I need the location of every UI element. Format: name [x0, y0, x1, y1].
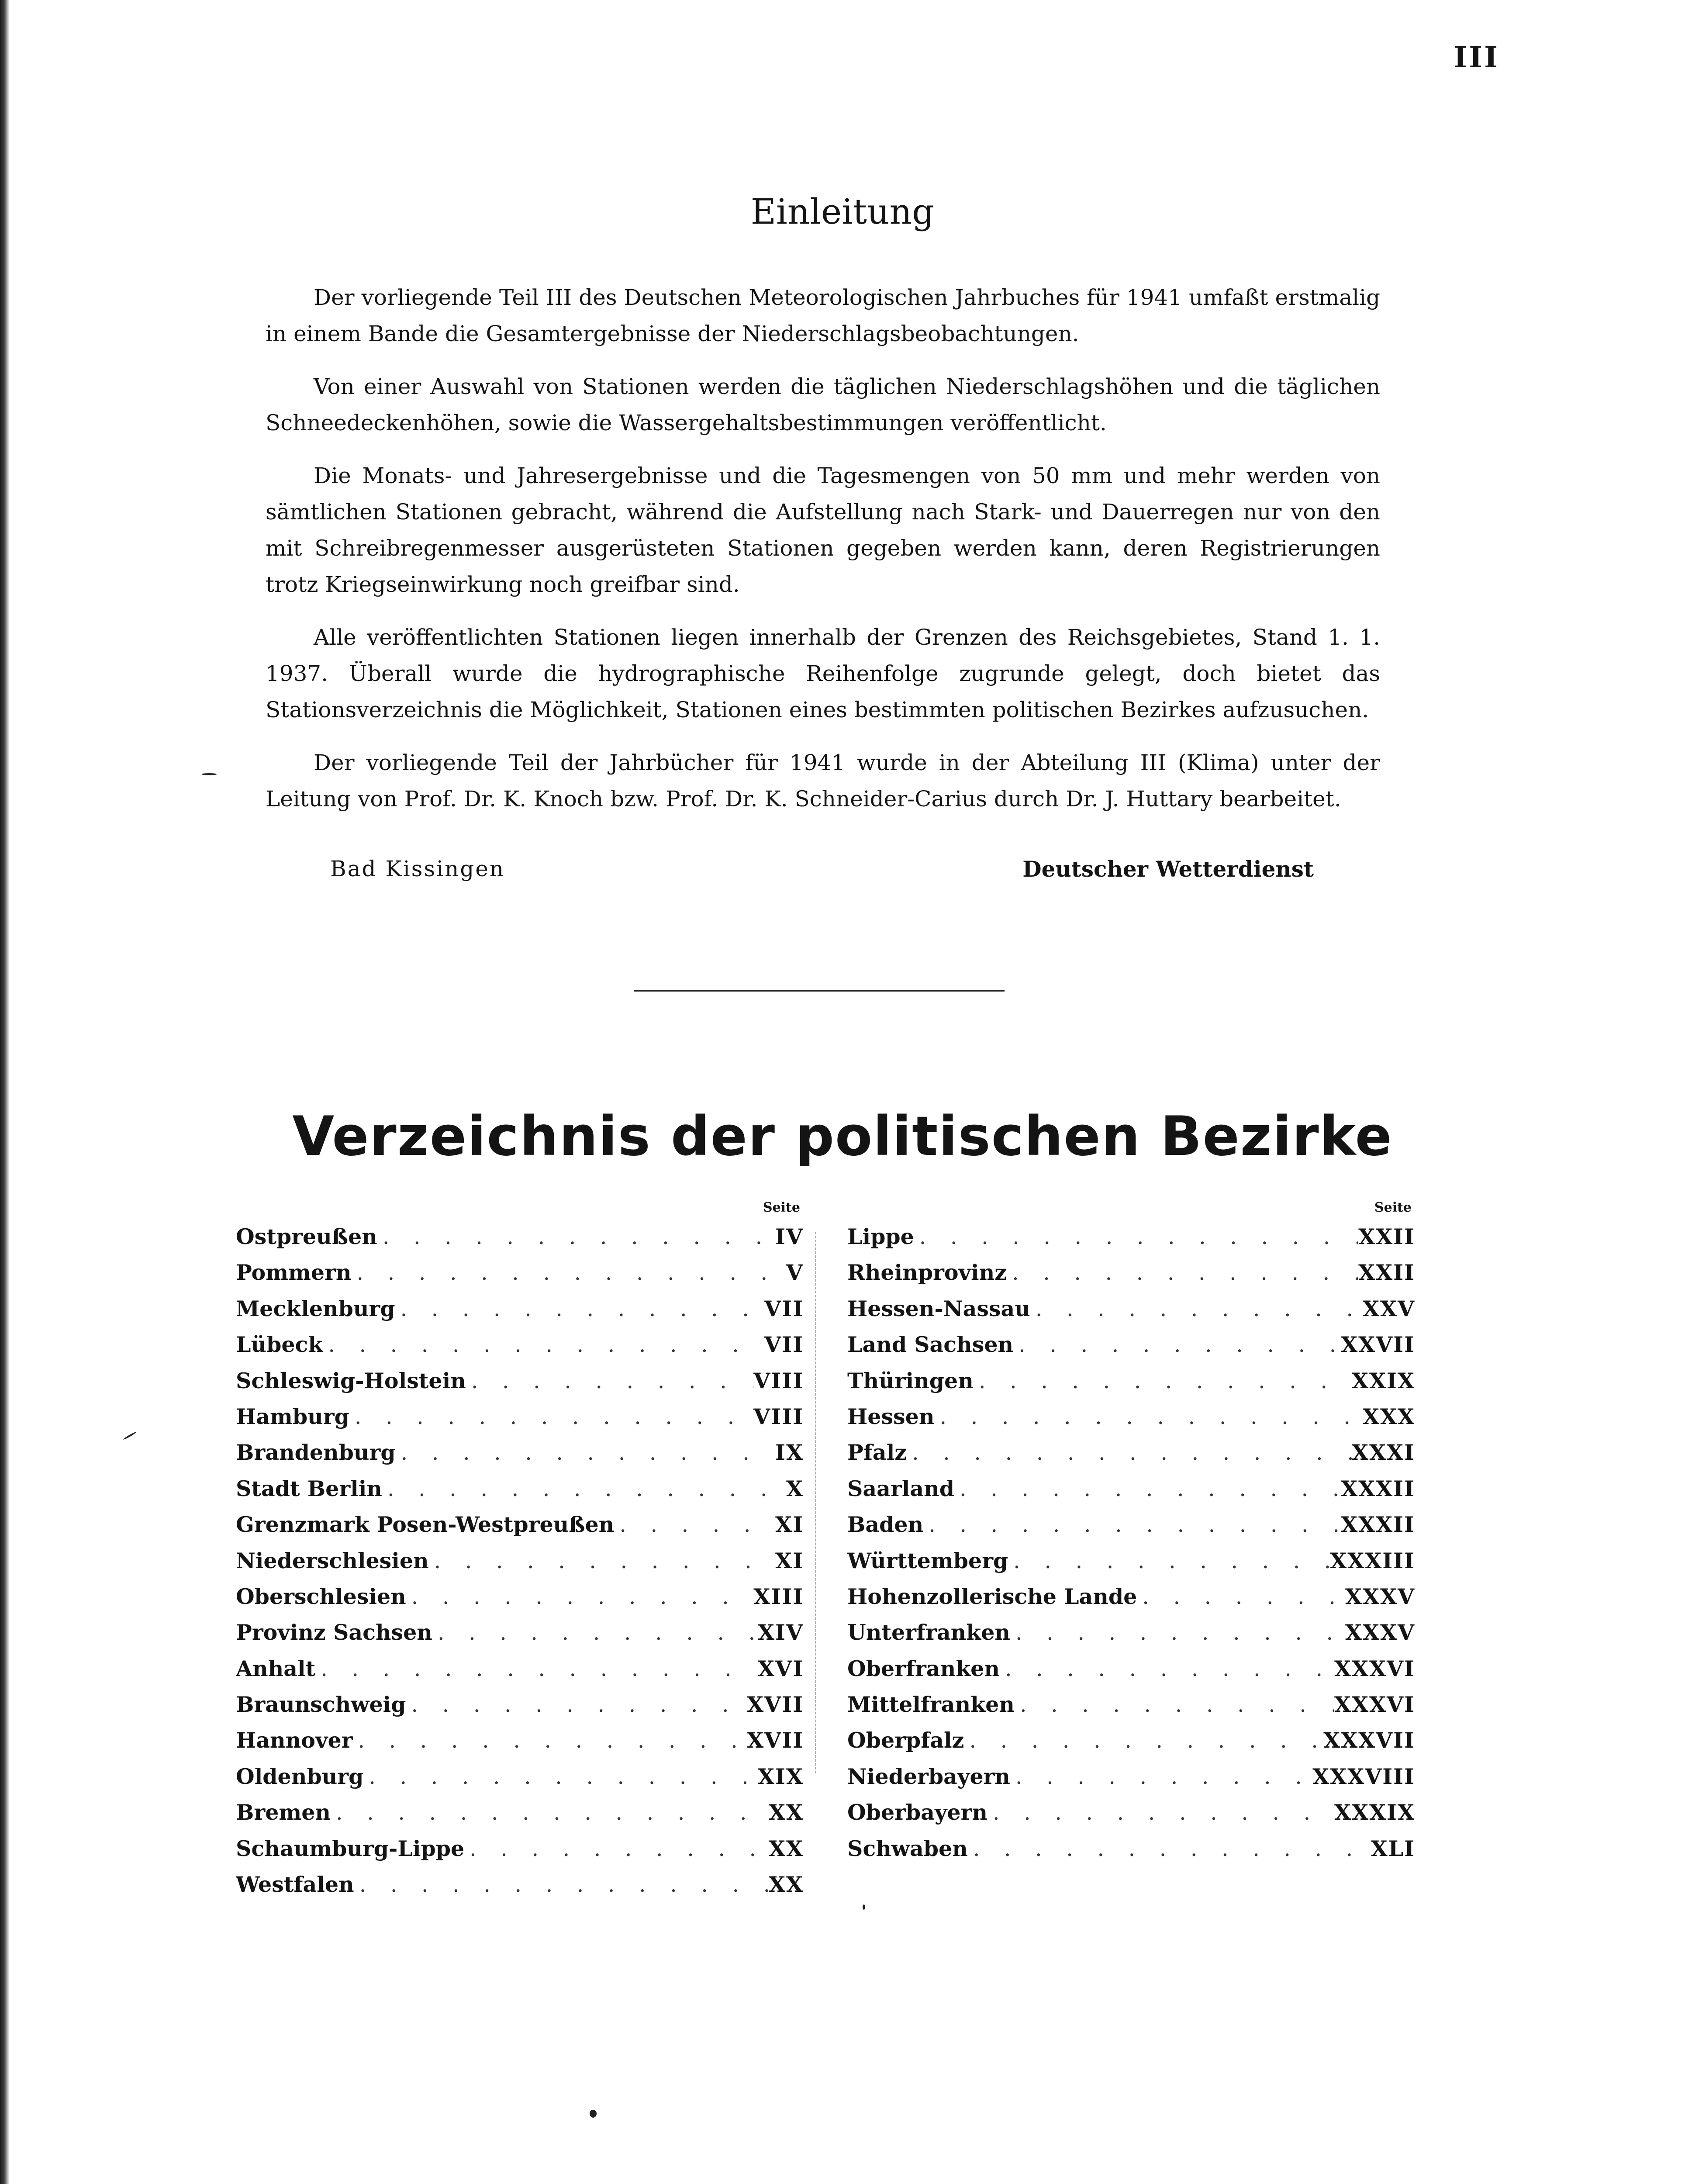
toc-entry — [847, 1543, 1415, 1579]
dot-leader — [323, 1327, 764, 1362]
dot-leader — [1015, 1687, 1334, 1722]
toc-entry-name: Oberbayern — [847, 1800, 988, 1825]
toc-entry-name: Westfalen — [236, 1872, 354, 1897]
toc-entry — [847, 1291, 1415, 1327]
toc-entry-name: Hohenzollerische Lande — [847, 1583, 1137, 1609]
dot-leader — [406, 1579, 753, 1614]
scan-edge-shadow — [0, 0, 10, 2184]
toc-entry-name: Braunschweig — [236, 1692, 406, 1717]
dot-leader — [395, 1291, 765, 1327]
toc-column-right — [847, 1197, 1415, 1866]
toc-entry-name: Schaumburg-Lippe — [236, 1835, 465, 1861]
toc-entry — [236, 1794, 804, 1830]
toc-entry-name: Bremen — [236, 1800, 331, 1825]
toc-entry — [847, 1507, 1415, 1542]
dot-leader — [1013, 1327, 1341, 1362]
toc-entry-page: IV — [775, 1224, 804, 1249]
toc-entry-name: Niederbayern — [847, 1763, 1010, 1789]
toc-entry-name: Lübeck — [236, 1332, 323, 1358]
toc-entry — [236, 1507, 804, 1542]
toc-entry-page: XI — [775, 1548, 804, 1573]
toc-entry-page: XVII — [747, 1692, 804, 1717]
toc-entry-name: Ostpreußen — [236, 1224, 377, 1249]
dot-leader — [614, 1507, 775, 1542]
toc-entry-name: Mecklenburg — [236, 1296, 395, 1321]
toc-entry-page: XLI — [1371, 1835, 1415, 1861]
toc-entry-page: XXXV — [1345, 1583, 1415, 1609]
toc-entry-page: XXXVIII — [1312, 1763, 1415, 1789]
toc-entry-page: XXII — [1358, 1224, 1415, 1249]
dot-leader — [907, 1435, 1352, 1470]
toc-entry — [236, 1651, 804, 1686]
dot-leader — [968, 1831, 1371, 1866]
dot-leader — [988, 1795, 1334, 1830]
toc-entry-page: VIII — [753, 1368, 804, 1393]
page-column-label: Seite — [1374, 1200, 1412, 1215]
toc-entry — [236, 1399, 804, 1434]
toc-entry — [847, 1651, 1415, 1686]
toc-entry-page: XXX — [1362, 1403, 1415, 1429]
toc-column-left — [236, 1197, 804, 1902]
toc-entry — [236, 1579, 804, 1614]
dot-leader — [464, 1831, 769, 1866]
toc-entry-name: Anhalt — [236, 1655, 316, 1681]
toc-entry — [236, 1722, 804, 1758]
toc-entry-page: XX — [768, 1800, 804, 1825]
toc-entry — [847, 1579, 1415, 1614]
dot-leader — [331, 1795, 769, 1830]
dot-leader — [1007, 1255, 1358, 1290]
toc-entry-name: Oberpfalz — [847, 1728, 964, 1753]
dot-leader — [354, 1867, 769, 1902]
toc-entry-page: IX — [775, 1440, 804, 1465]
toc-entry — [847, 1794, 1415, 1830]
toc-entry — [847, 1254, 1415, 1290]
toc-entry-name: Baden — [847, 1512, 924, 1538]
toc-entry — [236, 1686, 804, 1722]
dot-leader — [382, 1471, 786, 1507]
dot-leader — [1137, 1579, 1345, 1614]
toc-entry — [236, 1363, 804, 1399]
dot-leader — [1010, 1759, 1312, 1794]
dot-leader — [914, 1219, 1358, 1254]
toc-entry-name: Pfalz — [847, 1440, 907, 1465]
toc-title: Verzeichnis der politischen Bezirke — [292, 1105, 1393, 1168]
dot-leader — [1010, 1615, 1345, 1650]
dot-leader — [954, 1471, 1341, 1507]
toc-entry-page: XXXV — [1345, 1620, 1415, 1645]
toc-entry — [847, 1399, 1415, 1434]
toc-entry-name: Stadt Berlin — [236, 1476, 382, 1501]
toc-entry — [847, 1327, 1415, 1362]
toc-entry — [847, 1363, 1415, 1399]
dot-leader — [377, 1219, 775, 1254]
toc-entry — [847, 1759, 1415, 1794]
toc-entry-page: VII — [764, 1296, 804, 1321]
dot-leader — [349, 1399, 753, 1434]
intro-paragraph: Die Monats- und Jahresergebnisse und die Tagesmengen von 50 mm und mehr werden von sämtlichen Stationen gebracht, während die Aufstellung nach Stark- und Dauerregen nur von den mit Schreibregenmesser ausgerüsteten Stationen gegeben werden kann, deren Registrierungen trotz Kriegseinwirkung noch greifbar sind. — [266, 463, 1380, 597]
toc-entry-page: XIII — [753, 1583, 804, 1609]
dot-leader — [923, 1507, 1341, 1542]
toc-entry-name: Oldenburg — [236, 1763, 364, 1789]
toc-entry-page: XXVII — [1341, 1332, 1415, 1358]
toc-entry-page: XXXVII — [1323, 1728, 1415, 1753]
toc-entry-name: Württemberg — [847, 1548, 1008, 1573]
page-number: III — [1454, 40, 1499, 74]
toc-entry-name: Schleswig-Holstein — [236, 1368, 466, 1393]
dot-leader — [429, 1543, 775, 1579]
dot-leader — [406, 1687, 747, 1722]
toc-entry — [847, 1219, 1415, 1254]
intro-paragraph: Der vorliegende Teil III des Deutschen Meteorologischen Jahrbuches für 1941 umfaßt erstmalig in einem Bande die Gesamtergebnisse der Niederschlagsbeobachtungen. — [266, 285, 1380, 346]
toc-entry-page: XXXII — [1341, 1476, 1415, 1501]
toc-entry-name: Grenzmark Posen-Westpreußen — [236, 1512, 615, 1538]
toc-entry — [236, 1219, 804, 1254]
toc-entry-page: XIV — [758, 1620, 804, 1645]
toc-entry-name: Hessen — [847, 1403, 935, 1429]
toc-entry-page: XXIX — [1352, 1368, 1415, 1393]
toc-entry — [236, 1831, 804, 1866]
dot-leader — [396, 1435, 775, 1470]
toc-entry — [847, 1686, 1415, 1722]
dot-leader — [1030, 1291, 1363, 1327]
dot-leader — [466, 1363, 753, 1399]
toc-entry — [847, 1722, 1415, 1758]
column-rule — [815, 1232, 816, 1773]
toc-entry-name: Niederschlesien — [236, 1548, 429, 1573]
toc-entry-page: XXXVI — [1334, 1692, 1415, 1717]
toc-entry-name: Oberfranken — [847, 1655, 1000, 1681]
toc-entry-page: XI — [775, 1512, 804, 1538]
intro-paragraph: Der vorliegende Teil der Jahrbücher für 1941 wurde in der Abteilung III (Klima) unter der Leitung von Prof. Dr. K. Knoch bzw. Prof. Dr. K. Schneider-Carius durch Dr. J. Huttary bearbeitet. — [266, 750, 1380, 812]
toc-entry — [847, 1614, 1415, 1650]
toc-entry-page: XX — [768, 1835, 804, 1861]
toc-entry-page: XXII — [1358, 1260, 1415, 1286]
page-column-label: Seite — [763, 1200, 800, 1215]
toc-entry-name: Lippe — [847, 1224, 914, 1249]
toc-entry — [847, 1471, 1415, 1507]
toc-entry-page: XXXI — [1352, 1440, 1415, 1465]
toc-entry-name: Unterfranken — [847, 1620, 1011, 1645]
toc-entry — [236, 1614, 804, 1650]
dot-leader — [1008, 1543, 1330, 1579]
toc-entry — [236, 1291, 804, 1327]
toc-entry-name: Land Sachsen — [847, 1332, 1014, 1358]
toc-entry — [236, 1254, 804, 1290]
scan-speck — [863, 1904, 865, 1910]
toc-entry-page: XXV — [1362, 1296, 1415, 1321]
signature-organization: Deutscher Wetterdienst — [1022, 856, 1314, 882]
toc-entry-page: XVII — [747, 1728, 804, 1753]
dot-leader — [964, 1723, 1323, 1758]
dot-leader — [974, 1363, 1352, 1399]
toc-entry-name: Mittelfranken — [847, 1692, 1015, 1717]
toc-entry-page: XXXVI — [1334, 1655, 1415, 1681]
toc-entry-page: XVI — [758, 1655, 804, 1681]
dot-leader — [1000, 1651, 1334, 1686]
intro-paragraph: Alle veröffentlichten Stationen liegen innerhalb der Grenzen des Reichsgebietes, Stand 1. 1. 1937. Überall wurde die hydrographische Reihenfolge zugrunde gelegt, doch bietet das Stationsverzeichnis die Möglichkeit, Stationen eines bestimmten politischen Bezirkes aufzusuchen. — [266, 625, 1380, 722]
toc-entry-name: Provinz Sachsen — [236, 1620, 432, 1645]
toc-entry-page: XIX — [758, 1763, 804, 1789]
toc-entry-name: Schwaben — [847, 1835, 968, 1861]
toc-entry — [236, 1327, 804, 1362]
toc-entry-name: Hessen-Nassau — [847, 1296, 1030, 1321]
dot-leader — [934, 1399, 1362, 1434]
dot-leader — [352, 1255, 786, 1290]
toc-entry-name: Rheinprovinz — [847, 1260, 1007, 1286]
dot-leader — [315, 1651, 758, 1686]
toc-entry-name: Saarland — [847, 1476, 954, 1501]
dot-leader — [363, 1759, 758, 1794]
toc-entry-page: VIII — [753, 1403, 804, 1429]
toc-entry — [236, 1543, 804, 1579]
toc-entry-page: XXXIII — [1330, 1548, 1415, 1573]
toc-entry-page: X — [786, 1476, 804, 1501]
scan-speck — [123, 1431, 136, 1440]
toc-entry — [236, 1471, 804, 1507]
intro-text — [266, 280, 1380, 834]
toc-entry-name: Brandenburg — [236, 1440, 396, 1465]
toc-entry — [236, 1434, 804, 1470]
toc-entry — [847, 1831, 1415, 1866]
section-divider — [634, 990, 1005, 992]
toc-entry-page: XX — [768, 1872, 804, 1897]
dot-leader — [432, 1615, 758, 1650]
intro-title: Einleitung — [750, 191, 935, 232]
toc-entry-name: Hamburg — [236, 1403, 349, 1429]
toc-entry-name: Oberschlesien — [236, 1583, 406, 1609]
toc-entry-page: XXXII — [1341, 1512, 1415, 1538]
scan-speck — [202, 773, 217, 775]
toc-entry — [236, 1759, 804, 1794]
dot-leader — [352, 1723, 747, 1758]
toc-entry — [847, 1434, 1415, 1470]
toc-entry-name: Thüringen — [847, 1368, 974, 1393]
toc-entry-page: V — [786, 1260, 804, 1286]
toc-entry-page: VII — [764, 1332, 804, 1358]
scan-speck — [590, 2110, 597, 2118]
toc-entry-name: Pommern — [236, 1260, 352, 1286]
toc-entry — [236, 1866, 804, 1902]
intro-paragraph: Von einer Auswahl von Stationen werden die täglichen Niederschlagshöhen und die täglichen Schneedeckenhöhen, sowie die Wassergehaltsbestimmungen veröffentlicht. — [266, 374, 1380, 435]
signature-place: Bad Kissingen — [330, 856, 505, 881]
toc-entry-page: XXXIX — [1334, 1800, 1415, 1825]
toc-entry-name: Hannover — [236, 1728, 353, 1753]
